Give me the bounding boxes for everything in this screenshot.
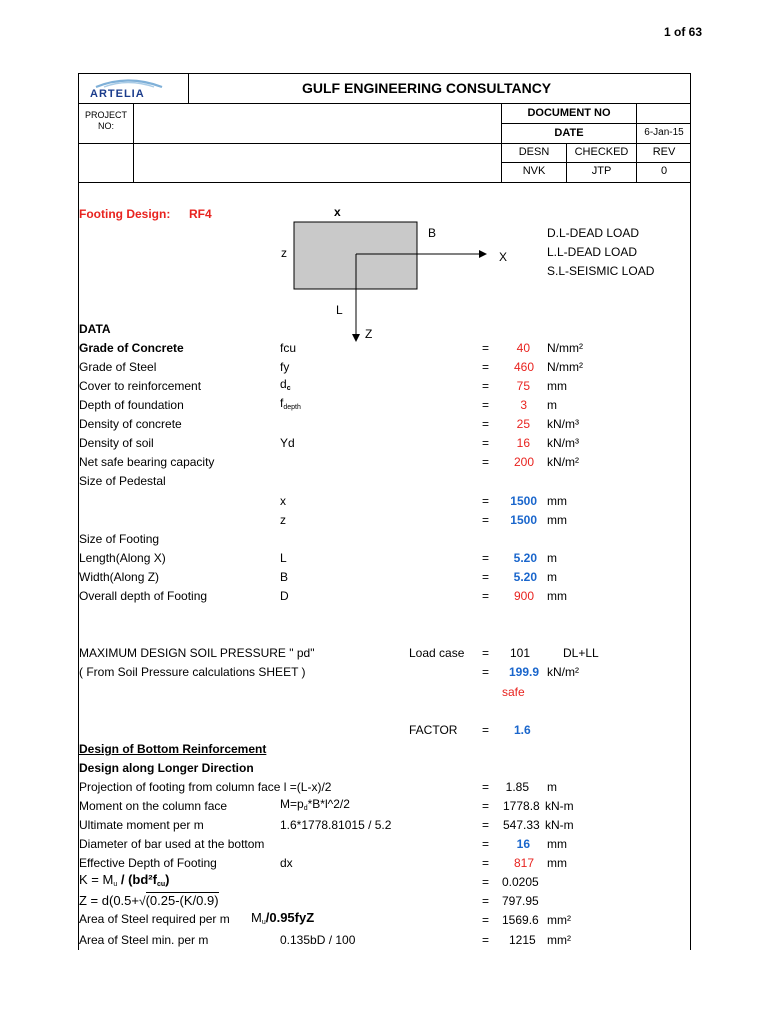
width-symbol: B [280,570,289,584]
max-soil-pressure-label: MAXIMUM DESIGN SOIL PRESSURE " pd" [79,646,315,660]
projection-label: Projection of footing from column face l =(L-x)/2 [79,780,332,794]
density-concrete-unit: kN/m³ [547,417,579,431]
length-unit: m [547,551,557,565]
factor-label: FACTOR [409,723,458,737]
checked-label: CHECKED [574,146,629,158]
grade-concrete-unit: N/mm² [547,341,583,355]
moment-equals: = [482,799,490,813]
diagram-X-axis-label: X [499,250,508,264]
density-soil-equals: = [482,436,490,450]
factor-equals: = [482,723,490,737]
depth-foundation-equals: = [482,398,490,412]
cover-unit: mm [547,379,567,393]
pedestal-z-unit: mm [547,513,567,527]
checked-value: JTP [591,165,612,177]
company-name: GULF ENGINEERING CONSULTANCY [302,80,552,96]
diagram-z-label: z [281,246,287,260]
grade-steel-value: 460 [513,360,534,374]
date-label: DATE [554,127,584,139]
factor-value: 1.6 [514,723,531,737]
cover-symbol: $d_c$ [280,377,291,392]
effective-depth-label: Effective Depth of Footing [79,856,217,870]
density-concrete-value: 25 [516,417,530,431]
load-case-label: Load case [409,646,465,660]
footing-diagram [290,200,510,345]
steel-required-unit: mm² [547,913,571,927]
desn-value: NVK [522,165,546,177]
footing-design-label: Footing Design: [79,207,171,221]
net-bearing-equals: = [482,455,490,469]
cover-value: 75 [516,379,530,393]
effective-depth-unit: mm [547,856,567,870]
project-no-label: NO: [97,121,114,131]
bar-diameter-value: 16 [516,837,530,851]
soil-pressure-unit: kN/m² [547,665,579,679]
cover-equals: = [482,379,490,393]
bottom-reinforcement-heading: Design of Bottom Reinforcement [79,742,267,756]
document-no-label: DOCUMENT NO [527,107,611,119]
steel-min-unit: mm² [547,933,571,947]
size-pedestal-label: Size of Pedestal [79,474,166,488]
load-case-value: 101 [510,646,531,660]
density-concrete-equals: = [482,417,490,431]
size-footing-label: Size of Footing [79,532,160,546]
moment-formula: $M=p_d*B*l\^{}2/2$ [280,797,350,812]
effective-depth-symbol: dx [280,856,293,870]
projection-unit: m [547,780,557,794]
steel-required-label: Area of Steel required per m [79,912,230,926]
depth-foundation-label: Depth of foundation [79,398,184,412]
density-soil-label: Density of soil [79,436,154,450]
steel-min-value: 1215 [509,933,536,947]
z-value: 797.95 [502,894,539,908]
z-equals: = [482,894,490,908]
legend-dead-load: D.L-DEAD LOAD [547,226,640,240]
net-bearing-unit: kN/m² [547,455,579,469]
bar-diameter-equals: = [482,837,490,851]
overall-depth-symbol: D [280,589,289,603]
steel-required-value: 1569.6 [502,913,539,927]
rev-value: 0 [660,165,668,177]
soil-pressure-source: ( From Soil Pressure calculations SHEET ) [79,665,306,679]
artelia-logo: ARTELIA [88,76,168,100]
grade-steel-symbol: fy [280,360,290,374]
diagram-b-label: B [428,226,437,240]
moment-unit: kN-m [545,799,574,813]
longer-direction-heading: Design along Longer Direction [79,761,254,775]
projection-value: 1.85 [505,780,529,794]
diagram-x-label: x [334,205,341,219]
footing-id: RF4 [189,207,212,221]
net-bearing-value: 200 [513,455,534,469]
k-equals: = [482,875,490,889]
data-heading: DATA [79,322,111,336]
width-label: Width(Along Z) [79,570,160,584]
depth-foundation-symbol: $f_{depth}$ [280,396,301,411]
width-value: 5.20 [513,570,537,584]
project-label: PROJECT [84,110,127,120]
bar-diameter-label: Diameter of bar used at the bottom [79,837,265,851]
grade-concrete-value: 40 [516,341,530,355]
grade-steel-label: Grade of Steel [79,360,157,374]
soil-pressure-equals: = [482,665,490,679]
width-unit: m [547,570,557,584]
rev-label: REV [652,146,676,158]
pedestal-x-equals: = [482,494,490,508]
effective-depth-value: 817 [513,856,534,870]
density-soil-unit: kN/m³ [547,436,579,450]
grade-concrete-symbol: fcu [280,341,297,355]
overall-depth-unit: mm [547,589,567,603]
ultimate-moment-equals: = [482,818,490,832]
grade-concrete-label: Grade of Concrete [79,341,184,355]
overall-depth-value: 900 [513,589,534,603]
soil-pressure-value: 199.9 [508,665,539,679]
pedestal-x-symbol: x [280,494,286,508]
desn-label: DESN [518,146,550,158]
pedestal-z-value: 1500 [510,513,537,527]
overall-depth-label: Overall depth of Footing [79,589,208,603]
pedestal-z-symbol: z [280,513,286,527]
depth-foundation-value: 3 [520,398,527,412]
diagram-l-label: L [336,303,343,317]
length-value: 5.20 [513,551,537,565]
ultimate-moment-value: 547.33 [503,818,540,832]
length-symbol: L [280,551,287,565]
overall-depth-equals: = [482,589,490,603]
ultimate-moment-label: Ultimate moment per m [79,818,204,832]
length-label: Length(Along X) [79,551,166,565]
moment-label: Moment on the column face [79,799,228,813]
length-equals: = [482,551,490,565]
width-equals: = [482,570,490,584]
density-soil-symbol: Yd [280,436,295,450]
grade-steel-equals: = [482,360,490,374]
steel-required-equals: = [482,913,490,927]
net-bearing-label: Net safe bearing capacity [79,455,215,469]
grade-steel-unit: N/mm² [547,360,583,374]
diagram-Z-axis-label: Z [365,327,373,341]
moment-value: 1778.8 [503,799,540,813]
density-soil-value: 16 [516,436,530,450]
legend-live-load: L.L-DEAD LOAD [547,245,638,259]
steel-min-formula: 0.135bD / 100 [280,933,356,947]
date-value: 6-Jan-15 [644,127,684,138]
legend-seismic-load: S.L-SEISMIC LOAD [547,264,655,278]
depth-foundation-unit: m [547,398,557,412]
cover-label: Cover to reinforcement [79,379,202,393]
load-case-equals: = [482,646,490,660]
pedestal-z-equals: = [482,513,490,527]
k-formula: $K = M_u / (bd^2f_{cu})$ [79,872,170,888]
density-concrete-label: Density of concrete [79,417,182,431]
k-value: 0.0205 [502,875,539,889]
steel-min-equals: = [482,933,490,947]
pedestal-x-unit: mm [547,494,567,508]
ultimate-moment-unit: kN-m [545,818,574,832]
ultimate-moment-formula: 1.6*1778.81015 / 5.2 [280,818,392,832]
pedestal-x-value: 1500 [510,494,537,508]
projection-equals: = [482,780,490,794]
bar-diameter-unit: mm [547,837,567,851]
z-formula: Z = d(0.5+√(0.25-(K/0.9) [79,893,219,908]
effective-depth-equals: = [482,856,490,870]
steel-required-formula: $M_u/0.95fyZ$ [251,910,315,926]
soil-pressure-status: safe [502,685,525,699]
grade-concrete-equals: = [482,341,490,355]
page-number: 1 of 63 [664,25,703,39]
load-case-combo: DL+LL [563,646,599,660]
steel-min-label: Area of Steel min. per m [79,933,209,947]
